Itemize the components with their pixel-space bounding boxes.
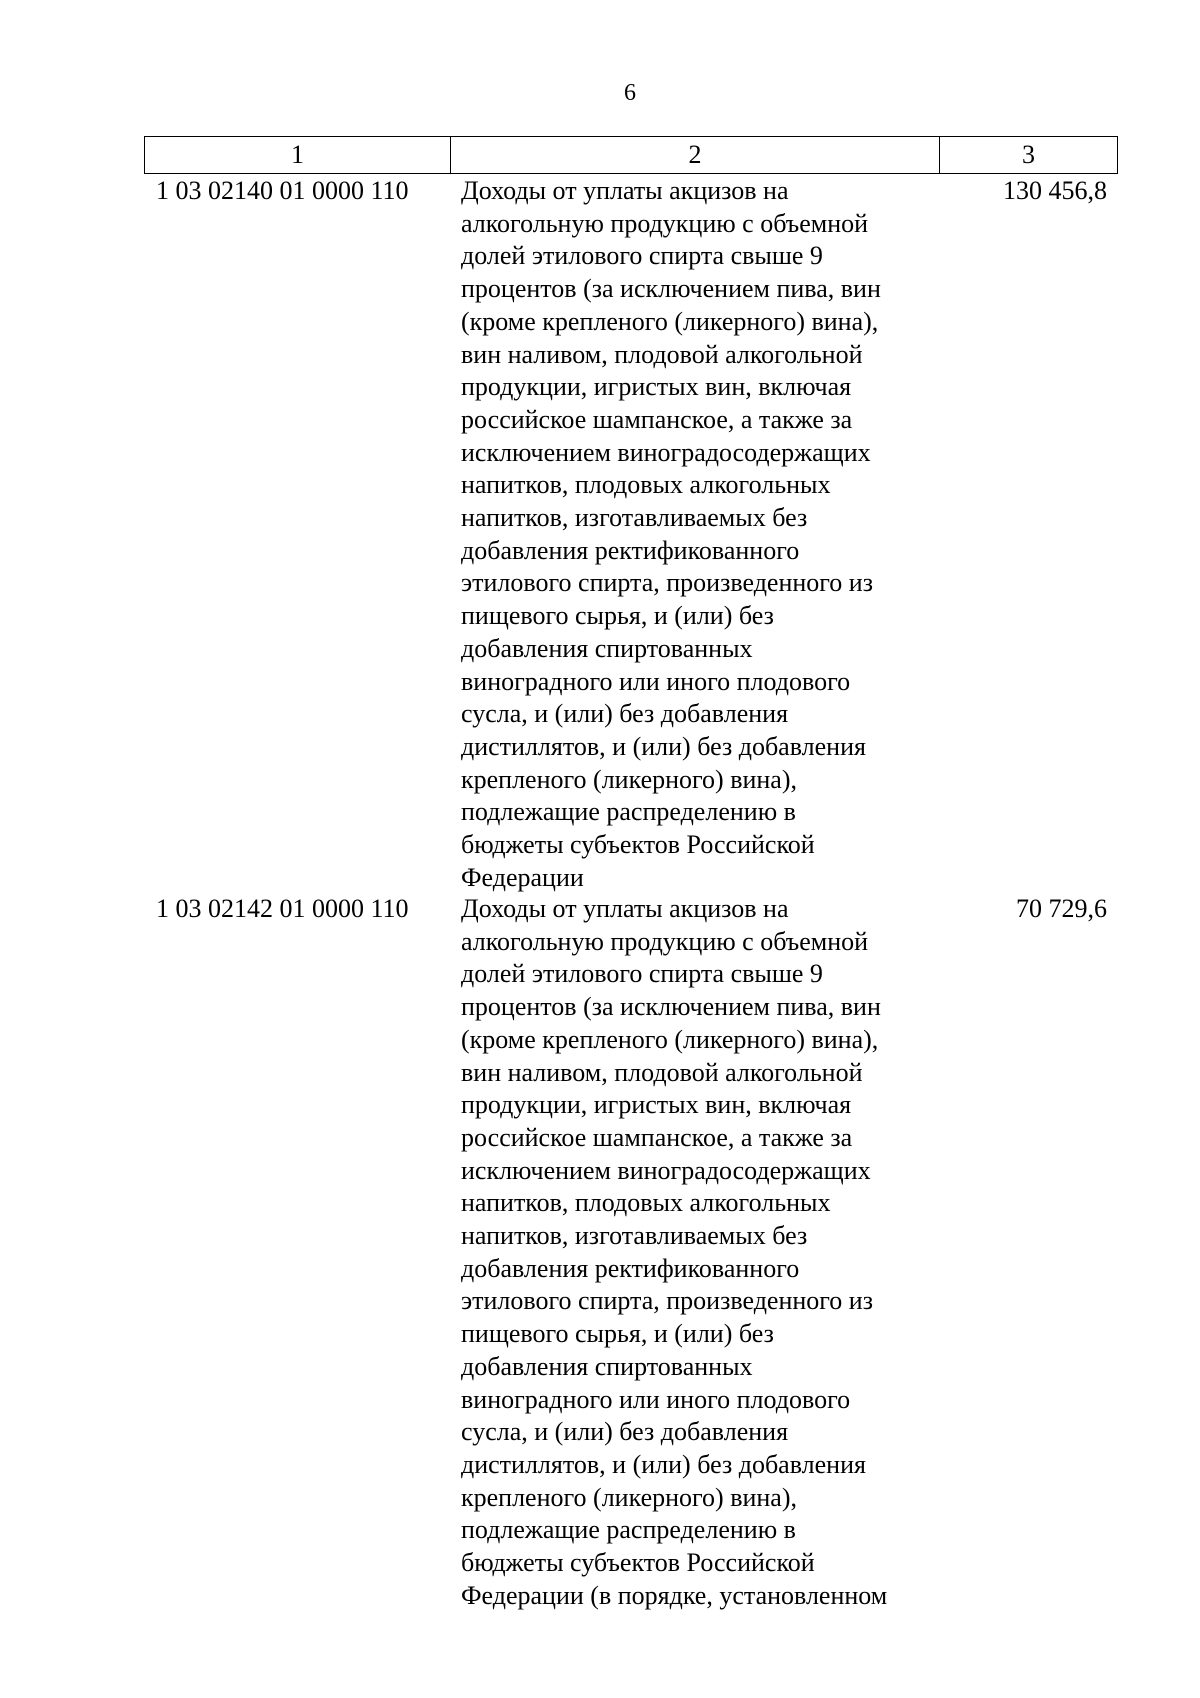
page-number: 6 (624, 80, 636, 106)
description-line: вин наливом, плодовой алкогольной (461, 339, 863, 369)
description-line: Федерации (в порядке, установленном (461, 1580, 888, 1610)
description-line: Доходы от уплаты акцизов на (461, 176, 789, 205)
description-line: процентов (за исключением пива, вин (461, 274, 881, 304)
description-line: (кроме крепленого (ликерного) вина), (461, 306, 879, 336)
description-line: алкогольную продукцию с объемной (461, 208, 869, 238)
description-line: добавления спиртованных (461, 1351, 753, 1381)
description-line: российское шампанское, а также за (461, 404, 853, 434)
description-line: вин наливом, плодовой алкогольной (461, 1057, 863, 1087)
table-header (144, 136, 1118, 174)
revenue-amount: 70 729,6 (1016, 894, 1107, 923)
description-line: добавления ректификованного (461, 1253, 800, 1283)
description-line: дистиллятов, и (или) без добавления (461, 731, 866, 761)
description-line: сусла, и (или) без добавления (461, 699, 789, 729)
description-line: сусла, и (или) без добавления (461, 1417, 789, 1447)
description-line: бюджеты субъектов Российской (461, 830, 815, 860)
revenue-description (461, 893, 887, 1612)
description-line: добавления ректификованного (461, 535, 800, 565)
description-line: виноградного или иного плодового (461, 1384, 851, 1414)
column-header-3: 3 (940, 137, 1118, 174)
description-line: пищевого сырья, и (или) без (461, 1319, 774, 1349)
header-row (145, 137, 1118, 174)
description-line: виноградного или иного плодового (461, 666, 851, 696)
revenue-code: 1 03 02140 01 0000 110 (156, 176, 409, 205)
description-line: алкогольную продукцию с объемной (461, 926, 869, 956)
description-line: исключением виноградосодержащих (461, 437, 871, 467)
description-line: напитков, изготавливаемых без (461, 503, 808, 533)
description-line: крепленого (ликерного) вина), (461, 764, 797, 794)
description-line: напитков, плодовых алкогольных (461, 1188, 831, 1218)
description-line: напитков, плодовых алкогольных (461, 470, 831, 500)
description-line: крепленого (ликерного) вина), (461, 1482, 797, 1512)
column-header-2: 2 (451, 137, 940, 174)
revenue-amount: 130 456,8 (1003, 176, 1107, 205)
revenue-code: 1 03 02142 01 0000 110 (156, 894, 409, 923)
description-line: (кроме крепленого (ликерного) вина), (461, 1024, 879, 1054)
column-header-1: 1 (145, 137, 451, 174)
description-line: Федерации (461, 862, 584, 892)
description-line: дистиллятов, и (или) без добавления (461, 1449, 866, 1479)
description-line: продукции, игристых вин, включая (461, 372, 852, 402)
description-line: исключением виноградосодержащих (461, 1155, 871, 1185)
description-line: подлежащие распределению в (461, 797, 796, 827)
description-line: продукции, игристых вин, включая (461, 1090, 852, 1120)
description-line: добавления спиртованных (461, 633, 753, 663)
description-line: этилового спирта, произведенного из (461, 568, 873, 598)
description-line: российское шампанское, а также за (461, 1122, 853, 1152)
description-line: этилового спирта, произведенного из (461, 1286, 873, 1316)
description-line: процентов (за исключением пива, вин (461, 992, 881, 1022)
description-line: долей этилового спирта свыше 9 (461, 241, 823, 271)
description-line: Доходы от уплаты акцизов на (461, 894, 789, 923)
description-line: подлежащие распределению в (461, 1515, 796, 1545)
revenue-description (461, 175, 881, 894)
description-line: долей этилового спирта свыше 9 (461, 959, 823, 989)
description-line: напитков, изготавливаемых без (461, 1221, 808, 1251)
description-line: пищевого сырья, и (или) без (461, 601, 774, 631)
description-line: бюджеты субъектов Российской (461, 1548, 815, 1578)
